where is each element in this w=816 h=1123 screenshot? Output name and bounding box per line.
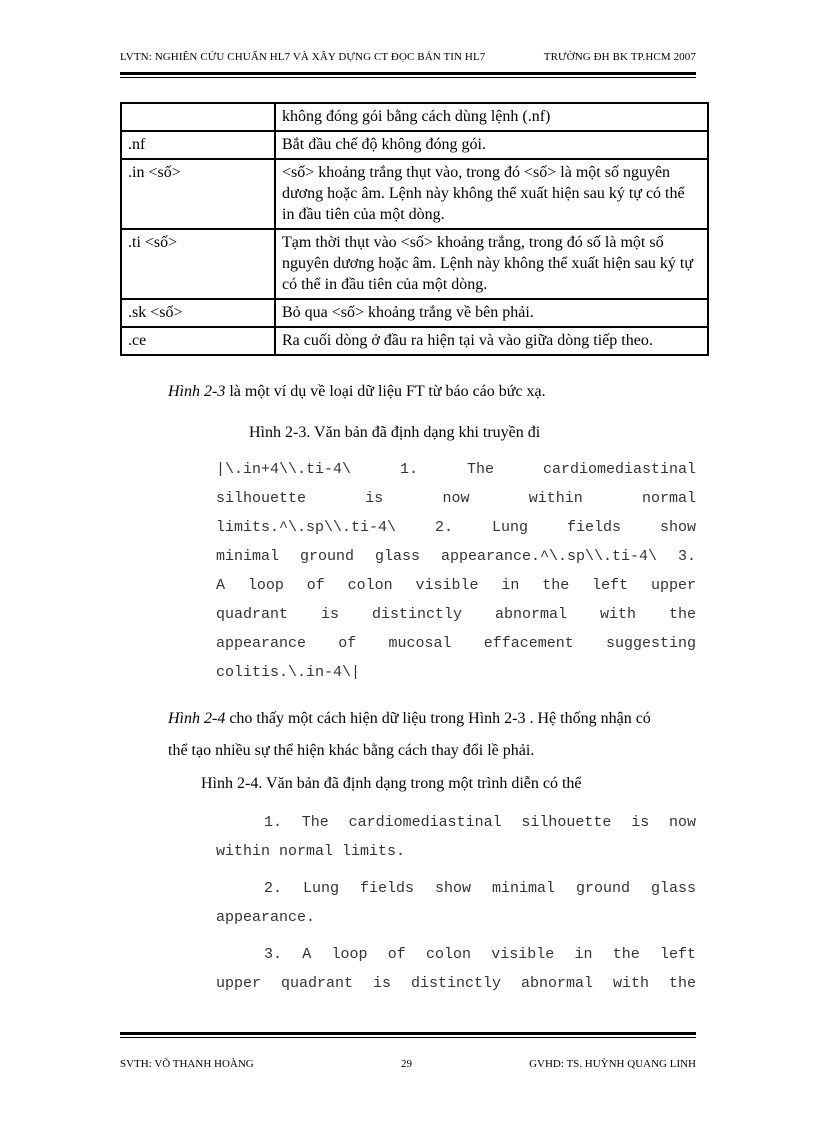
code-line: colitis.\.in-4\| [216, 664, 361, 681]
code-line: appearance of mucosal effacement suggesting [216, 635, 696, 652]
code-line: minimal ground glass appearance.^\.sp\\.ti-4\ 3. [216, 548, 696, 565]
paragraph-text: là một ví dụ về loại dữ liệu FT từ báo cáo bức xạ. [225, 383, 546, 400]
footer-rule [120, 1032, 696, 1035]
table-row [121, 103, 708, 131]
table-cell-description: Ra cuối dòng ở đầu ra hiện tại và vào giữa dòng tiếp theo. [275, 327, 708, 355]
figure-reference: Hình 2-3 [168, 383, 226, 400]
table-cell-description: Bỏ qua <số> khoảng trắng về bên phải. [275, 299, 708, 327]
table-cell-command [121, 103, 275, 131]
table-cell-command: .in <số> [121, 159, 275, 229]
figure-reference: Hình 2-4 [168, 710, 226, 727]
page-header [120, 51, 696, 63]
table-cell-description: không đóng gói bằng cách dùng lệnh (.nf) [275, 103, 708, 131]
table-cell-command: .nf [121, 131, 275, 159]
footer-advisor: GVHD: TS. HUỲNH QUANG LINH [529, 1058, 696, 1070]
code-line: upper quadrant is distinctly abnormal with the [216, 975, 696, 992]
code-line: appearance. [216, 909, 316, 926]
table-row [121, 229, 708, 299]
footer-rule-thin [120, 1037, 696, 1038]
header-rule-thin [120, 77, 696, 78]
code-line: 3. A loop of colon visible in the left [264, 946, 696, 963]
table-row [121, 327, 708, 355]
header-thesis-title: LVTN: NGHIÊN CỨU CHUẨN HL7 VÀ XÂY DỰNG CT ĐỌC BẢN TIN HL7 [120, 51, 486, 63]
footer-student: SVTH: VÕ THANH HOÀNG [120, 1058, 254, 1070]
table-cell-description: Tạm thời thụt vào <số> khoảng trắng, trong đó số là một số nguyên dương hoặc âm. Lệnh này không thể xuất hiện sau ký tự có thể in đầu tiên của một dòng. [275, 229, 708, 299]
table-cell-command: .ce [121, 327, 275, 355]
code-line: quadrant is distinctly abnormal with the [216, 606, 696, 623]
figure-caption-2-4: Hình 2-4. Văn bản đã định dạng trong một trình diễn có thể [201, 775, 582, 792]
table-row [121, 299, 708, 327]
code-line: silhouette is now within normal [216, 490, 696, 507]
paragraph-text: thể tạo nhiều sự thể hiện khác bằng cách thay đổi lề phải. [168, 742, 535, 759]
header-university: TRƯỜNG ĐH BK TP.HCM 2007 [543, 51, 696, 63]
code-line: 1. The cardiomediastinal silhouette is now [264, 814, 696, 831]
code-line: 2. Lung fields show minimal ground glass [264, 880, 696, 897]
table-cell-command: .sk <số> [121, 299, 275, 327]
page-number: 29 [401, 1058, 412, 1070]
code-block-rendered-text [216, 808, 696, 998]
paragraph-figure-2-3-intro [168, 381, 546, 402]
code-line: A loop of colon visible in the left upper [216, 577, 696, 594]
table-row [121, 159, 708, 229]
code-line: within normal limits. [216, 843, 406, 860]
code-line: limits.^\.sp\\.ti-4\ 2. Lung fields show [216, 519, 696, 536]
code-block-formatted-text [216, 455, 696, 687]
figure-caption-2-3: Hình 2-3. Văn bản đã định dạng khi truyền đi [249, 424, 541, 441]
header-rule [120, 72, 696, 75]
table-cell-description: Bắt đầu chế độ không đóng gói. [275, 131, 708, 159]
code-line: |\.in+4\\.ti-4\ 1. The cardiomediastinal [216, 461, 696, 478]
paragraph-text: cho thấy một cách hiện dữ liệu trong Hình 2-3 . Hệ thống nhận có [225, 710, 651, 727]
table-cell-command: .ti <số> [121, 229, 275, 299]
paragraph-figure-2-4-intro [168, 703, 696, 767]
table-cell-description: <số> khoảng trắng thụt vào, trong đó <số> là một số nguyên dương hoặc âm. Lệnh này không thể xuất hiện sau ký tự có thể in đầu tiên của một dòng. [275, 159, 708, 229]
table-row [121, 131, 708, 159]
command-table [120, 102, 709, 356]
